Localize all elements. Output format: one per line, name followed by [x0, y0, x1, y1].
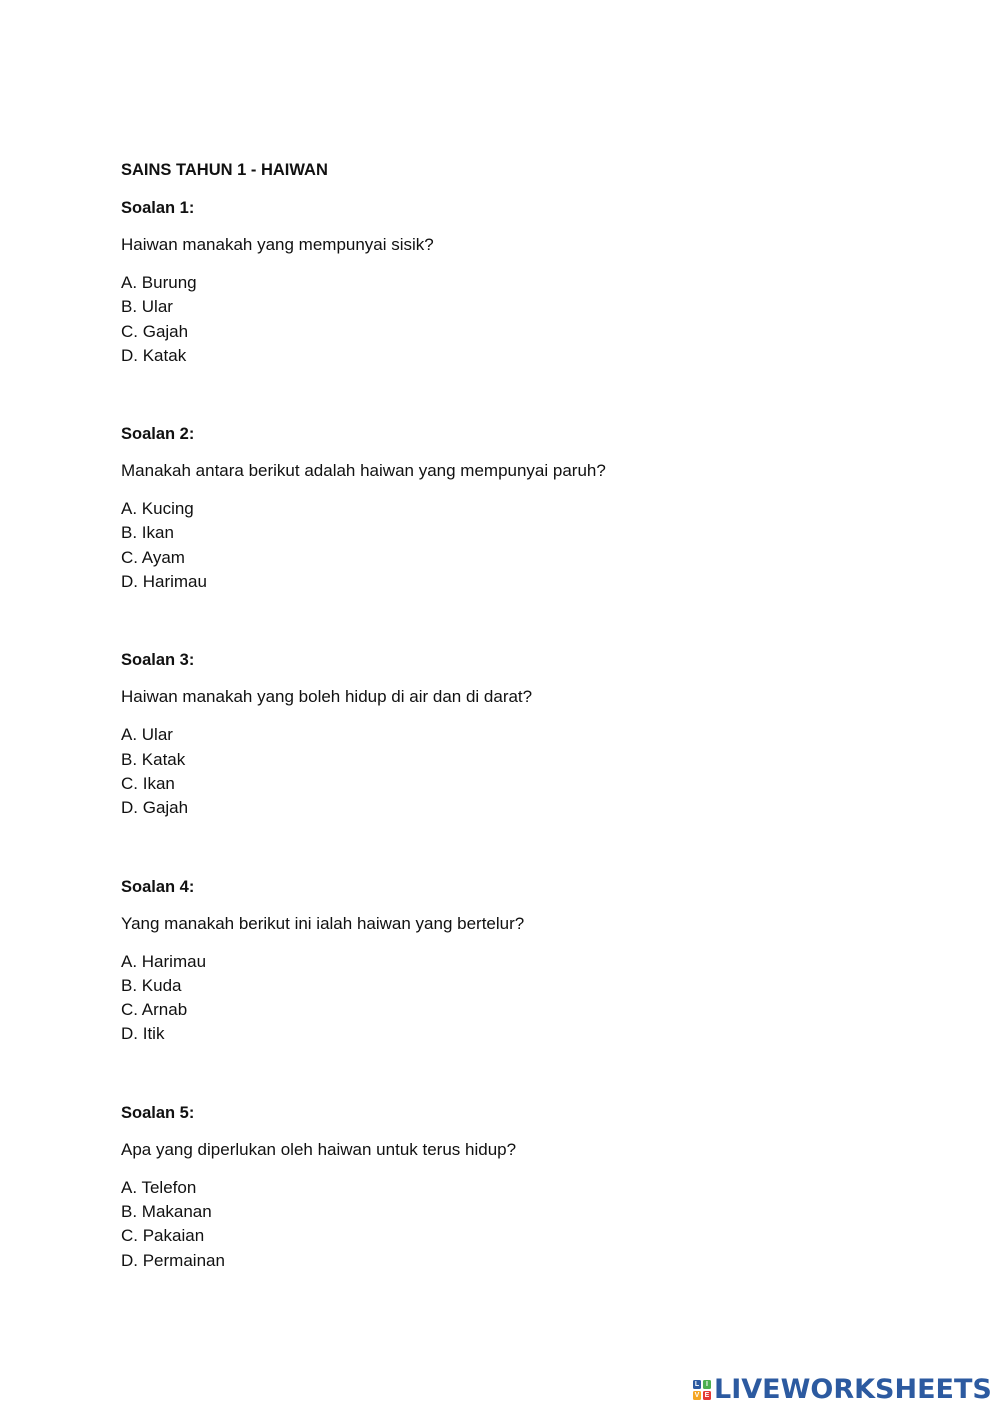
option-item: D. Gajah: [121, 798, 189, 818]
question-heading: Soalan 5:: [121, 1103, 195, 1122]
option-item: D. Harimau: [121, 572, 207, 592]
option-item: A. Harimau: [121, 951, 207, 971]
question-heading: Soalan 3:: [121, 651, 195, 670]
option-item: A. Telefon: [121, 1177, 197, 1197]
divider-space: [121, 1047, 881, 1101]
option-item: C. Pakaian: [121, 1226, 205, 1246]
divider-space: [121, 821, 881, 875]
logo-block-v: V: [694, 1392, 700, 1399]
option-item: B. Ular: [121, 297, 173, 317]
option-item: B. Kuda: [121, 975, 182, 995]
question-text: Yang manakah berikut ini ialah haiwan yang bertelur?: [121, 913, 525, 933]
logo-text: LIVEWORKSHEETS: [714, 1374, 992, 1405]
question-heading: Soalan 2:: [121, 425, 195, 444]
question-2: [121, 422, 881, 594]
question-text: Manakah antara berikut adalah haiwan yang mempunyai paruh?: [121, 461, 606, 481]
options-list: [121, 1176, 881, 1273]
option-item: B. Ikan: [121, 523, 174, 543]
liveworksheets-logo: [693, 1372, 992, 1408]
question-heading: Soalan 1:: [121, 199, 195, 217]
options-list: [121, 497, 881, 594]
question-3: [121, 648, 881, 820]
worksheet: [121, 158, 881, 1273]
option-item: A. Burung: [121, 273, 197, 292]
option-item: C. Ayam: [121, 547, 185, 567]
option-item: B. Makanan: [121, 1202, 212, 1222]
question-heading: Soalan 4:: [121, 877, 195, 896]
logo-block-i: I: [703, 1380, 711, 1389]
option-item: C. Arnab: [121, 1000, 188, 1020]
logo-block-l: L: [694, 1381, 700, 1388]
option-item: A. Ular: [121, 725, 173, 745]
options-list: [121, 723, 881, 820]
option-item: D. Katak: [121, 345, 187, 365]
option-item: A. Kucing: [121, 499, 194, 519]
question-1: [121, 196, 881, 368]
divider-space: [121, 594, 881, 648]
options-list: [121, 271, 881, 368]
option-item: B. Katak: [121, 749, 186, 769]
question-4: [121, 875, 881, 1047]
option-item: D. Itik: [121, 1024, 165, 1044]
question-5: [121, 1101, 881, 1273]
question-text: Apa yang diperlukan oleh haiwan untuk terus hidup?: [121, 1139, 517, 1159]
logo-blocks-icon: [693, 1380, 711, 1400]
option-item: C. Gajah: [121, 321, 189, 341]
divider-space: [121, 368, 881, 422]
page-title: SAINS TAHUN 1 - HAIWAN: [121, 161, 328, 179]
question-text: Haiwan manakah yang mempunyai sisik?: [121, 235, 434, 254]
options-list: [121, 950, 881, 1047]
logo-block-e: E: [704, 1392, 710, 1399]
option-item: C. Ikan: [121, 773, 175, 793]
question-text: Haiwan manakah yang boleh hidup di air dan di darat?: [121, 687, 533, 707]
option-item: D. Permainan: [121, 1250, 225, 1270]
